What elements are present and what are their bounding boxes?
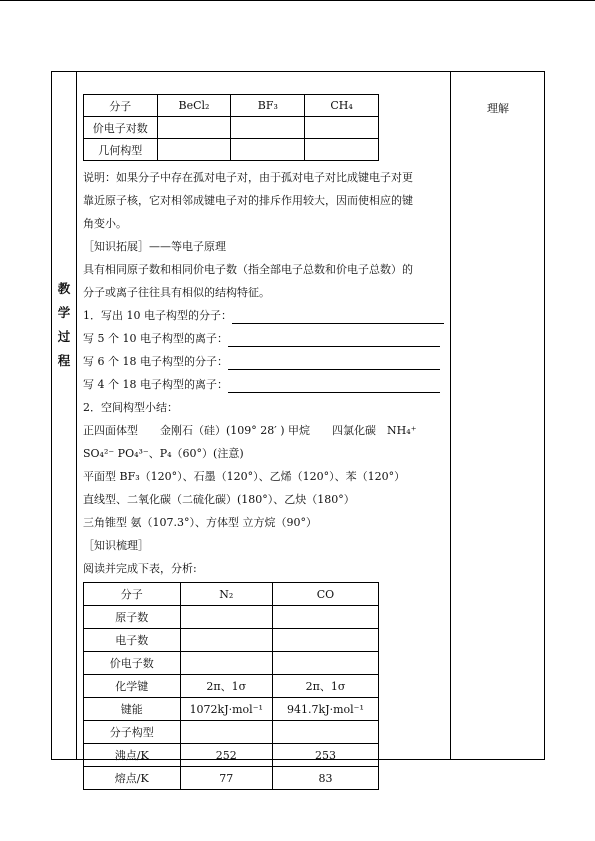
header-cell: N₂	[180, 583, 272, 606]
answer-blank[interactable]	[232, 312, 444, 324]
value-cell: 253	[272, 744, 378, 767]
header-cell: CH₄	[305, 95, 379, 117]
answer-cell[interactable]	[157, 139, 231, 161]
table-row	[84, 606, 379, 629]
row-label: 价电子对数	[84, 117, 158, 139]
answer-blank[interactable]	[228, 335, 440, 347]
row-label: 几何构型	[84, 139, 158, 161]
table-header-row	[84, 95, 379, 117]
answer-blank[interactable]	[228, 358, 440, 370]
value-cell[interactable]	[180, 721, 272, 744]
value-cell: 83	[272, 767, 378, 790]
question-1	[83, 308, 444, 324]
geometry-table	[83, 94, 379, 161]
value-cell: 941.7kJ·mol⁻¹	[272, 698, 378, 721]
planar-line: 平面型 BF₃（120°）、石墨（120°）、乙烯（120°）、苯（120°）	[83, 470, 406, 483]
value-cell: 1072kJ·mol⁻¹	[180, 698, 272, 721]
lesson-frame	[51, 71, 545, 785]
value-cell[interactable]	[272, 606, 378, 629]
value-cell: 2π、1σ	[272, 675, 378, 698]
table-header-row	[84, 583, 379, 606]
read-instruction: 阅读并完成下表，分析:	[83, 562, 197, 575]
answer-cell[interactable]	[231, 139, 305, 161]
header-cell: BeCl₂	[157, 95, 231, 117]
row-label: 分子构型	[84, 721, 181, 744]
value-cell[interactable]	[272, 652, 378, 675]
column-divider-right	[450, 72, 451, 759]
column-divider-left	[76, 72, 77, 759]
tetrahedral-line: 正四面体型 金刚石（硅）(109° 28′ ) 甲烷 四氯化碳 NH₄⁺	[83, 424, 417, 437]
section-label-teaching-process	[52, 277, 76, 373]
row-label: 化学键	[84, 675, 181, 698]
value-cell: 252	[180, 744, 272, 767]
table-row	[84, 117, 379, 139]
question-text: 写 6 个 18 电子构型的分子：	[83, 355, 228, 368]
header-cell: BF₃	[231, 95, 305, 117]
value-cell[interactable]	[272, 721, 378, 744]
table-row	[84, 652, 379, 675]
value-cell[interactable]	[180, 606, 272, 629]
value-cell: 2π、1σ	[180, 675, 272, 698]
tetrahedral-line-2: SO₄²⁻ PO₄³⁻、P₄（60°）(注意)	[83, 447, 244, 460]
explanation-line: 角变小。	[83, 217, 127, 230]
row-label: 熔点/K	[84, 767, 181, 790]
header-cell: CO	[272, 583, 378, 606]
pyramid-line: 三角锥型 氨（107.3°）、方体型 立方烷（90°）	[83, 516, 317, 529]
principle-line: 分子或离子往往具有相似的结构特征。	[83, 286, 270, 299]
table-row	[84, 767, 379, 790]
answer-blank[interactable]	[228, 381, 440, 393]
answer-cell[interactable]	[231, 117, 305, 139]
answer-cell[interactable]	[305, 117, 379, 139]
header-cell: 分子	[84, 583, 181, 606]
row-label: 沸点/K	[84, 744, 181, 767]
knowledge-extension-heading: ［知识拓展］——等电子原理	[83, 240, 226, 253]
answer-cell[interactable]	[157, 117, 231, 139]
top-rule	[0, 0, 595, 1]
question-text: 写 4 个 18 电子构型的离子：	[83, 378, 228, 391]
value-cell[interactable]	[180, 629, 272, 652]
side-char: 教	[57, 281, 71, 296]
side-char: 学	[57, 305, 71, 320]
knowledge-sorting-heading: ［知识梳理］	[83, 539, 149, 552]
table-row	[84, 744, 379, 767]
row-label: 价电子数	[84, 652, 181, 675]
row-label: 电子数	[84, 629, 181, 652]
side-char: 程	[57, 353, 71, 368]
explanation-line: 说明：如果分子中存在孤对电子对，由于孤对电子对比成键电子对更	[83, 171, 413, 184]
question-3	[83, 354, 440, 370]
table-row	[84, 698, 379, 721]
value-cell: 77	[180, 767, 272, 790]
value-cell[interactable]	[180, 652, 272, 675]
question-2	[83, 331, 440, 347]
table-row	[84, 629, 379, 652]
side-char: 过	[57, 329, 71, 344]
understanding-note: 理解	[487, 102, 509, 115]
value-cell[interactable]	[272, 629, 378, 652]
question-4	[83, 377, 440, 393]
row-label: 原子数	[84, 606, 181, 629]
row-label: 键能	[84, 698, 181, 721]
question-text: 写 5 个 10 电子构型的离子：	[83, 332, 228, 345]
answer-cell[interactable]	[305, 139, 379, 161]
n2-co-comparison-table	[83, 582, 379, 790]
summary-title: 2．空间构型小结：	[83, 401, 178, 414]
linear-line: 直线型、二氧化碳（二硫化碳）(180°）、乙炔（180°）	[83, 493, 355, 506]
question-text: 1．写出 10 电子构型的分子：	[83, 309, 232, 322]
explanation-line: 靠近原子核，它对相邻成键电子对的排斥作用较大，因而使相应的键	[83, 194, 413, 207]
table-row	[84, 721, 379, 744]
table-row	[84, 139, 379, 161]
principle-line: 具有相同原子数和相同价电子数（指全部电子总数和价电子总数）的	[83, 263, 413, 276]
table-row	[84, 675, 379, 698]
header-cell: 分子	[84, 95, 158, 117]
